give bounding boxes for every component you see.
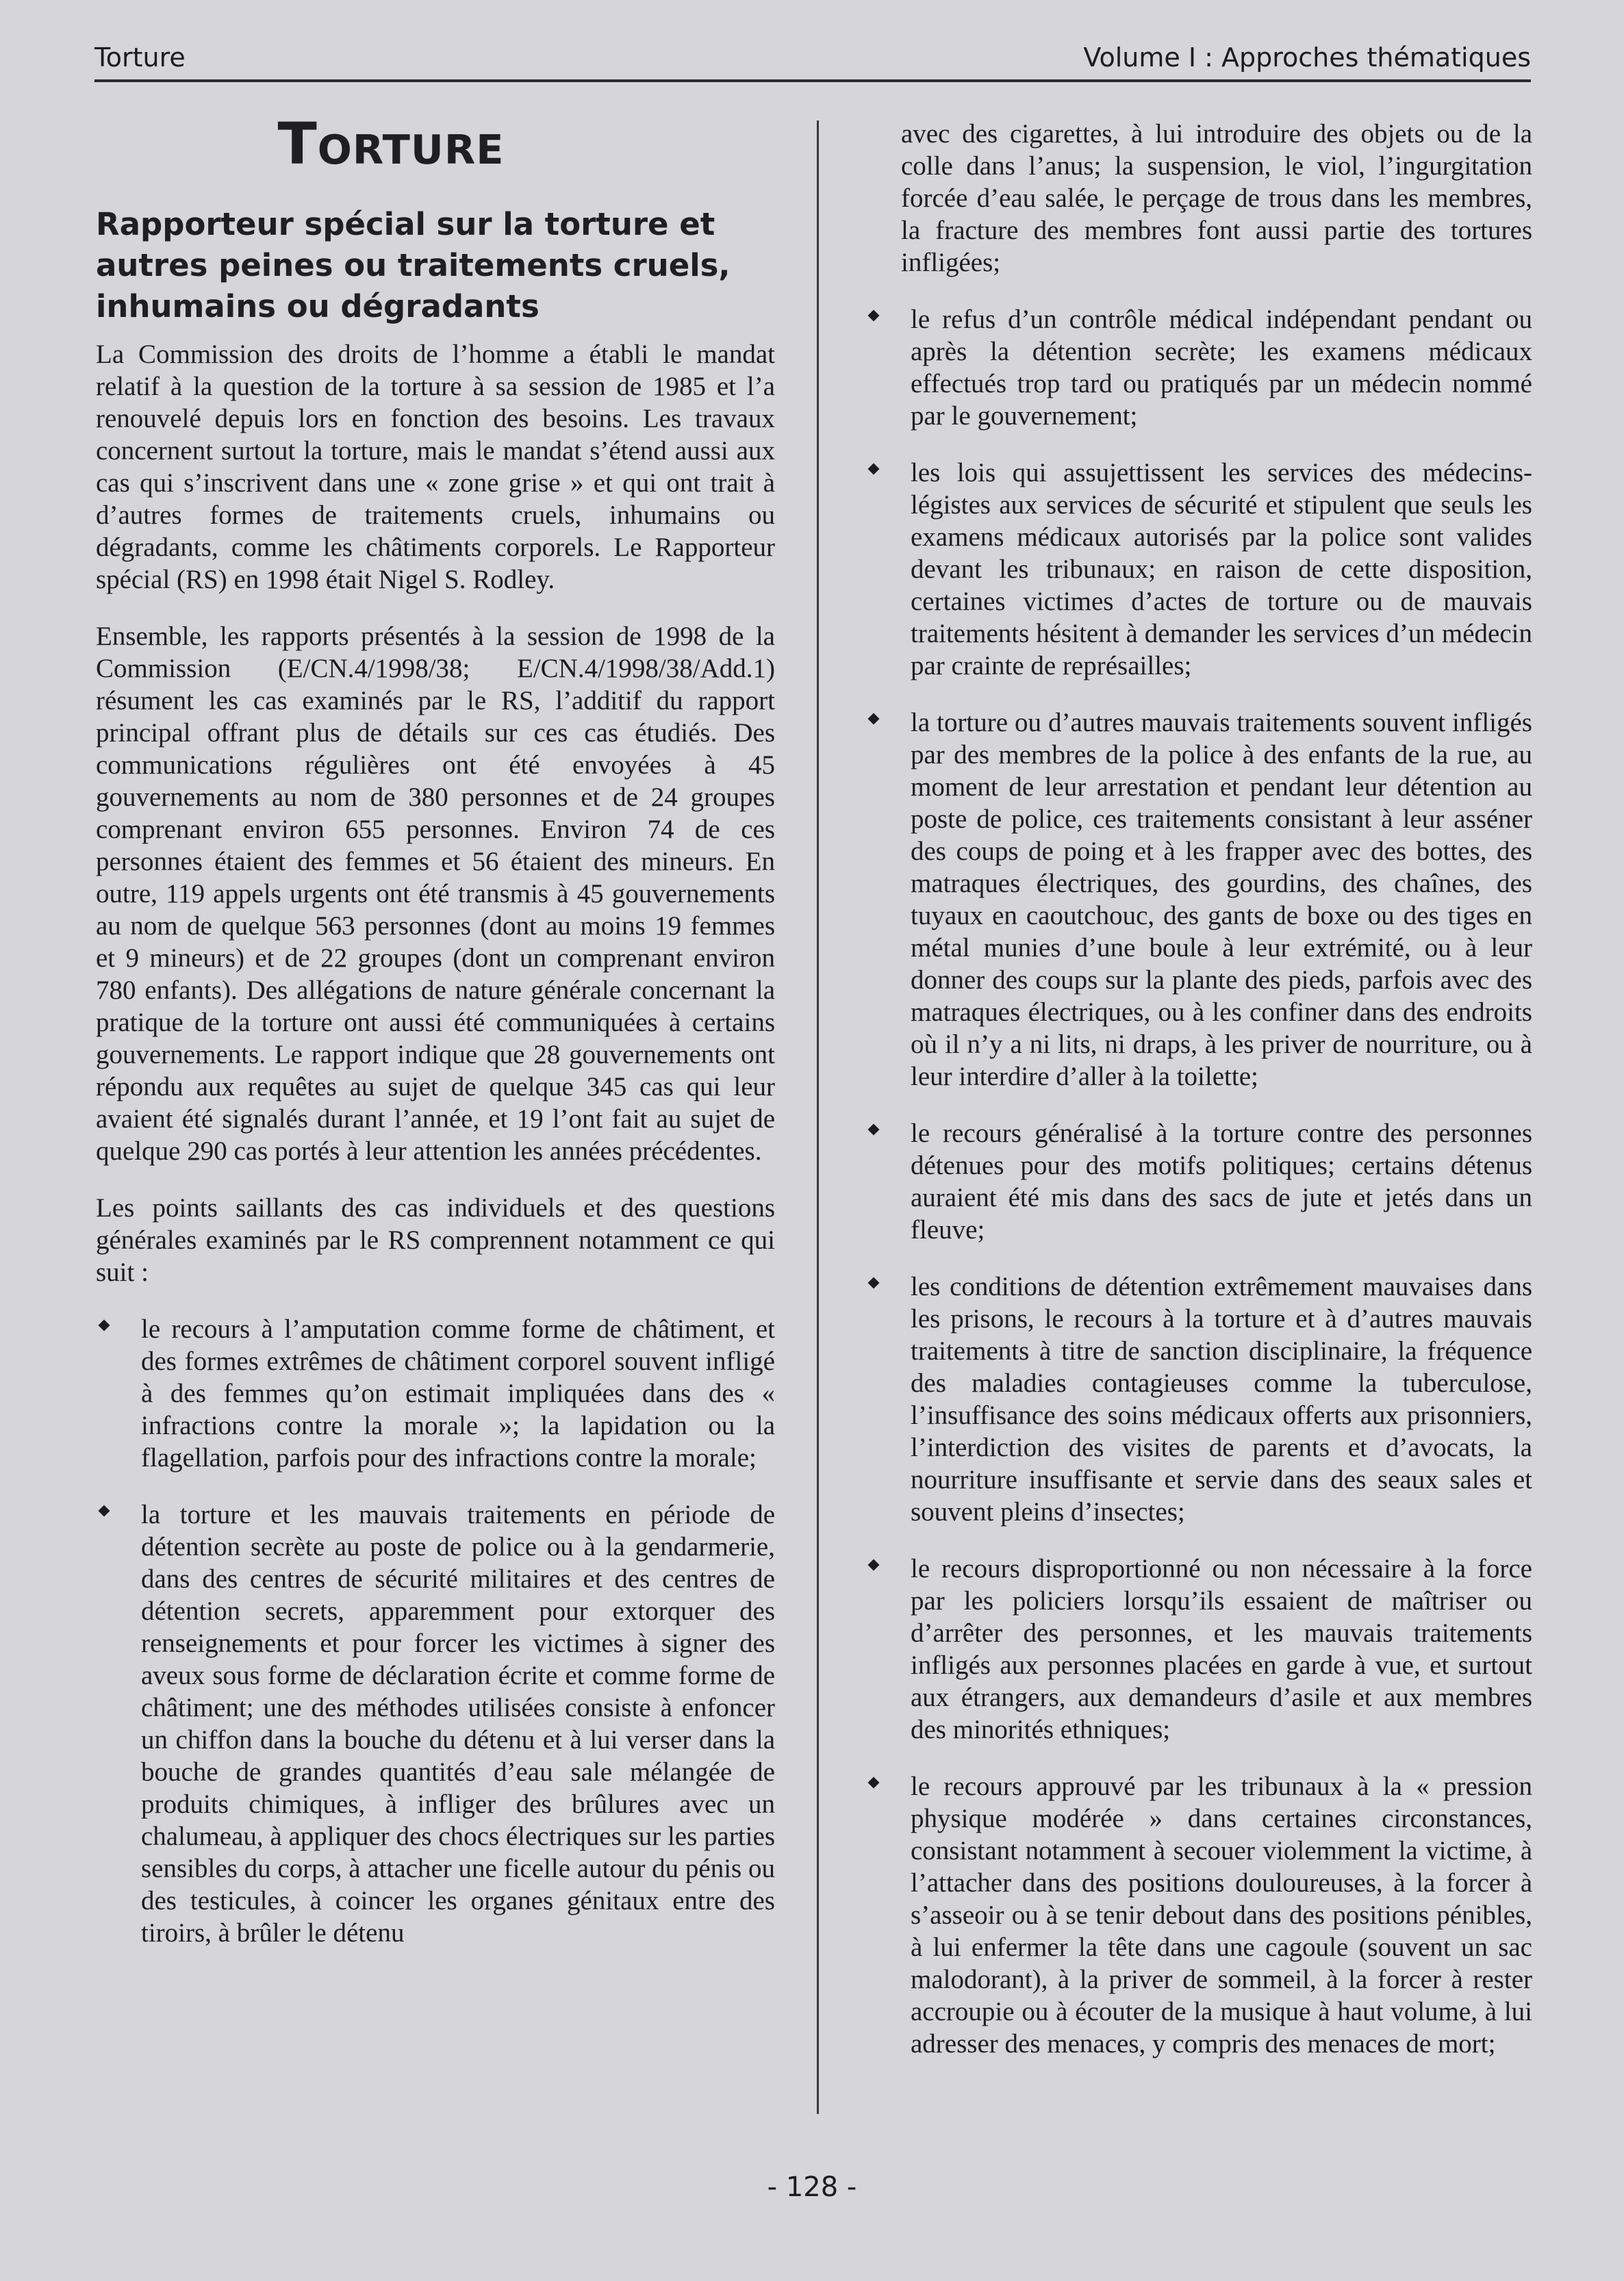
list-item [865,1553,1532,1746]
bullet-diamond-icon [99,1320,110,1331]
list-item-text: le recours approuvé par les tribunaux à la « pression physique modérée » dans certaines circonstances, consistant notamment à secouer violemment la victime, à l’attacher dans des positions douloureuses, à la forcer à s’asseoir ou à se tenir debout dans des positions pénibles, à lui enfermer la tête dans une cagoule (souvent un sac malodorant), à la priver de sommeil, à la forcer à rester accroupie ou à écouter de la musique à haut volume, à lui adresser des menaces, y compris des menaces de mort; [911,1772,1532,2059]
list-item-continuation: avec des cigarettes, à lui introduire des objets ou de la colle dans l’anus; la suspension, le viol, l’ingurgitation forcée d’eau salée, le perçage de trous dans les membres, la fracture des membres font aussi partie des tortures infligées; [901,119,1532,277]
header-right: Volume I : Approches thématiques [1083,42,1531,73]
running-header [94,36,1531,82]
list-item [865,1117,1532,1246]
bullet-diamond-icon [868,1559,880,1571]
list-item-text: le refus d’un contrôle médical indépendant pendant ou après la détention secrète; les examens médicaux effectués trop tard ou pratiqués par un médecin nommé par le gouvernement; [911,305,1532,431]
paragraph-highlights-intro: Les points saillants des cas individuels et des questions générales examinés par le RS comprennent notamment ce qui suit : [96,1193,775,1287]
paragraph-mandate: La Commission des droits de l’homme a établi le mandat relatif à la question de la torture à sa session de 1985 et l’a renouvelé depuis lors en fonction des besoins. Les travaux concernent surtout la torture, mais le mandat s’étend aussi aux cas qui s’inscrivent dans une « zone grise » et qui ont trait à d’autres formes de traitements cruels, inhumains ou dégradants, comme les châtiments corporels. Le Rapporteur spécial (RS) en 1998 était Nigel S. Rodley. [96,340,775,594]
list-item [865,1271,1532,1528]
bullet-list-right [865,303,1532,2060]
list-item-text: la torture ou d’autres mauvais traitements souvent infligés par des membres de la police à des enfants de la rue, au moment de leur arrestation et pendant leur détention au poste de police, ces traitements consistant à leur asséner des coups de poing et à les frapper avec des bottes, des matraques électriques, des gourdins, des chaînes, des tuyaux en caoutchouc, des gants de boxe ou des tiges en métal munies d’une boule à leur extrémité, ou à leur donner des coups sur la plante des pieds, parfois avec des matraques électriques, ou à les confiner dans des endroits où il n’y a ni lits, ni draps, à les priver de nourriture, ou à leur interdire d’aller à la toilette; [911,708,1532,1091]
bullet-diamond-icon [868,713,880,725]
page-number: - 128 - [767,2171,857,2203]
list-item-text: le recours généralisé à la torture contre des personnes détenues pour des motifs politiques; certains détenus auraient été mis dans des sacs de jute et jetés dans un fleuve; [911,1119,1532,1245]
header-left: Torture [94,42,186,73]
list-item-text: le recours disproportionné ou non nécessaire à la force par les policiers lorsqu’ils essaient de maîtriser ou d’arrêter des personnes, et les mauvais traitements infligés aux personnes placées en garde à vue, et surtout aux étrangers, aux demandeurs d’asile et aux membres des minorités ethniques; [911,1554,1532,1744]
left-column [96,110,775,1974]
bullet-diamond-icon [868,310,880,322]
bullet-diamond-icon [868,463,880,475]
page-title: Torture [277,110,505,177]
list-item [865,1770,1532,2060]
right-column [865,118,1532,2085]
list-item [96,1313,775,1474]
list-item [865,706,1532,1093]
section-title: Rapporteur spécial sur la torture et autres peines ou traitements cruels, inhumains ou dégradants [96,206,731,324]
list-item-text: le recours à l’amputation comme forme de châtiment, et des formes extrêmes de châtiment corporel souvent infligé à des femmes qu’on estimait impliquées dans des « infractions contre la morale »; la lapidation ou la flagellation, parfois pour des infractions contre la morale; [141,1314,775,1473]
bullet-list-left [96,1313,775,1949]
bullet-diamond-icon [99,1505,110,1517]
bullet-diamond-icon [868,1124,880,1136]
list-item [96,1499,775,1949]
paragraph-reports: Ensemble, les rapports présentés à la session de 1998 de la Commission (E/CN.4/1998/38; E/CN.4/1998/38/Add.1) résument les cas examinés par le RS, l’additif du rapport principal offrant plus de détails sur ces cas étudiés. Des communications régulières ont été envoyées à 45 gouvernements au nom de 380 personnes et de 24 groupes comprenant environ 655 personnes. Environ 74 de ces personnes étaient des femmes et 56 étaient des mineurs. En outre, 119 appels urgents ont été transmis à 45 gouvernements au nom de quelque 563 personnes (dont au moins 19 femmes et 9 mineurs) et de 22 groupes (dont un comprenant environ 780 enfants). Des allégations de nature générale concernant la pratique de la torture ont aussi été communiquées à certains gouvernements. Le rapport indique que 28 gouvernements ont répondu aux requêtes au sujet de quelque 345 cas qui leur avaient été signalés durant l’année, et 19 l’ont fait au sujet de quelque 290 cas portés à leur attention les années précédentes. [96,622,775,1166]
list-item-text: les conditions de détention extrêmement mauvaises dans les prisons, le recours à la torture et à d’autres mauvais traitements à titre de sanction disciplinaire, la fréquence des maladies contagieuses comme la tuberculose, l’insuffisance des soins médicaux offerts aux prisonniers, l’interdiction des visites de parents et d’avocats, la nourriture insuffisante et servie dans des seaux sales et souvent pleins d’insectes; [911,1272,1532,1527]
bullet-diamond-icon [868,1277,880,1289]
column-divider [817,120,819,2114]
list-item-text: la torture et les mauvais traitements en période de détention secrète au poste de police ou à la gendarmerie, dans des centres de sécurité militaires et des centres de détention secrets, apparemment pour extorquer des renseignements et pour forcer les victimes à signer des aveux sous forme de déclaration écrite et comme forme de châtiment; une des méthodes utilisées consiste à enfoncer un chiffon dans la bouche du détenu et à lui verser dans la bouche de grandes quantités d’eau sale mélangée de produits chimiques, à infliger des brûlures avec un chalumeau, à appliquer des chocs électriques sur les parties sensibles du corps, à attacher une ficelle autour du pénis ou des testicules, à coincer les organes génitaux entre des tiroirs, à brûler le détenu [141,1500,775,1948]
list-item [865,303,1532,432]
list-item-text: les lois qui assujettissent les services des médecins-légistes aux services de sécurité et stipulent que seuls les examens médicaux autorisés par la police sont valides devant les tribunaux; en raison de cette disposition, certaines victimes d’actes de torture ou de mauvais traitements hésitent à demander les services d’un médecin par crainte de représailles; [911,458,1532,680]
list-item [865,457,1532,682]
bullet-diamond-icon [868,1777,880,1789]
